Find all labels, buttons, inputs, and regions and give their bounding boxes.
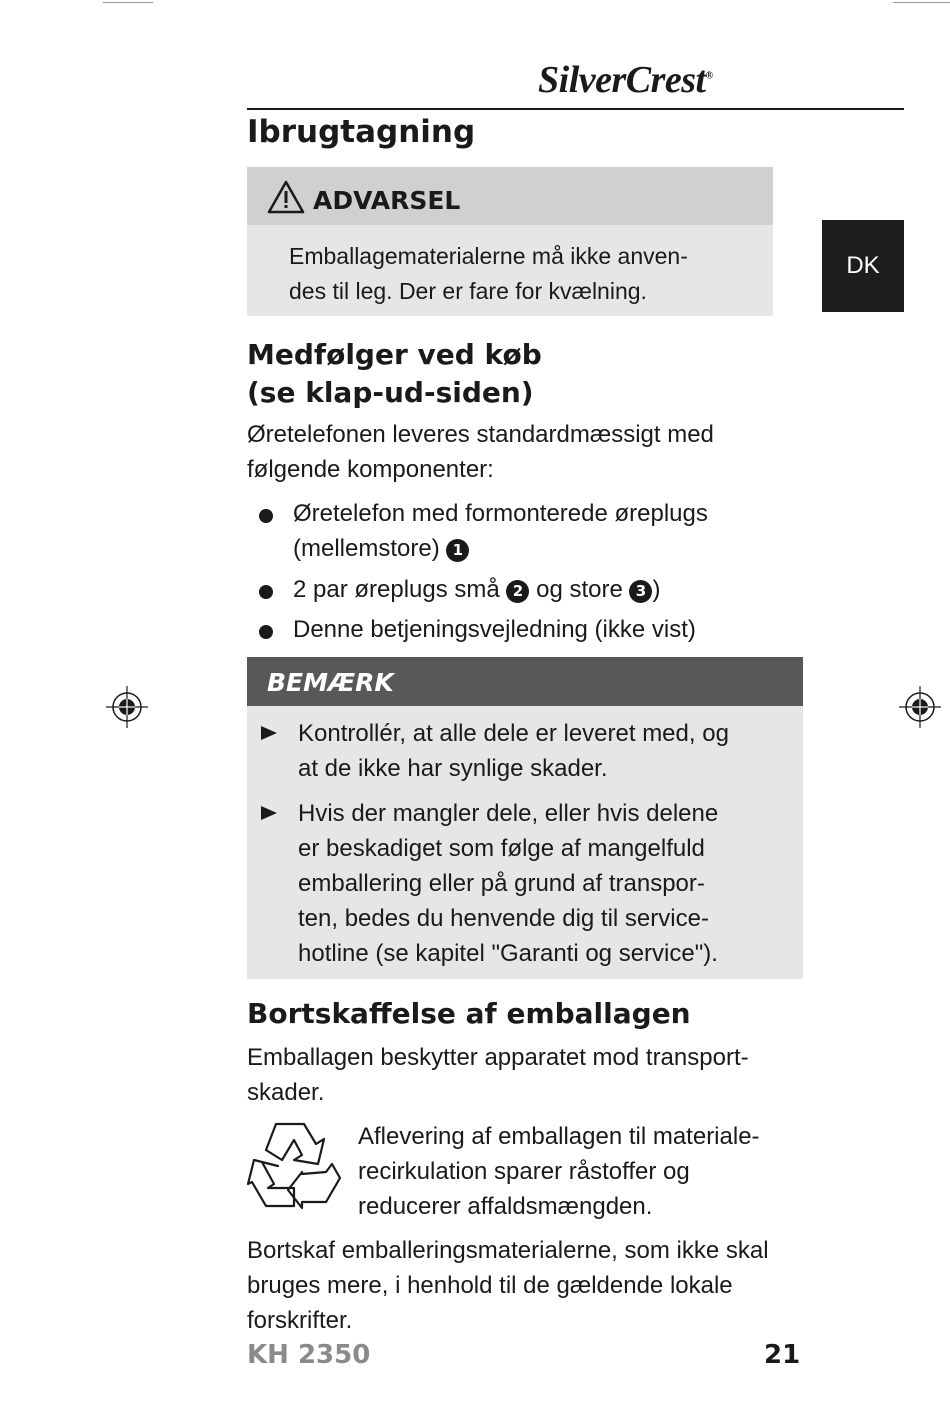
number-badge: 1 — [446, 539, 469, 562]
warning-line: Emballagematerialerne må ikke anven- — [289, 243, 688, 269]
warning-header — [247, 167, 773, 225]
section-title-ibrugtagning: Ibrugtagning — [247, 114, 476, 150]
paragraph-line: bruges mere, i henhold til de gældende lokale — [247, 1272, 733, 1299]
note-box — [247, 657, 803, 979]
registration-mark-right-icon — [899, 686, 941, 728]
section-title-included — [247, 336, 542, 412]
warning-box — [247, 167, 773, 316]
note-line: at de ikke har synlige skader. — [298, 755, 608, 782]
disposal-paragraph-3 — [247, 1233, 807, 1338]
bullet-icon — [259, 625, 273, 639]
arrow-right-icon — [261, 806, 277, 820]
paragraph-line: reducerer affaldsmængden. — [358, 1193, 653, 1220]
title-line: Medfølger ved køb — [247, 338, 542, 371]
note-line: Hvis der mangler dele, eller hvis delene — [298, 800, 719, 827]
bullet-icon — [259, 585, 273, 599]
paragraph-line: recirkulation sparer råstoffer og — [358, 1158, 690, 1185]
page-number: 21 — [764, 1340, 801, 1370]
intro-line: følgende komponenter: — [247, 456, 494, 483]
recycle-icon — [246, 1120, 346, 1212]
arrow-right-icon — [261, 726, 277, 740]
list-item-text: Denne betjeningsvejledning (ikke vist) — [293, 616, 696, 643]
note-header — [247, 657, 803, 706]
title-line: (se klap-ud-siden) — [247, 376, 534, 409]
crop-mark-right — [893, 2, 950, 3]
note-title: BEMÆRK — [267, 668, 394, 697]
paragraph-line: skader. — [247, 1079, 325, 1106]
warning-line: des til leg. Der er fare for kvælning. — [289, 278, 647, 304]
model-number: KH 2350 — [247, 1340, 371, 1370]
included-intro — [247, 417, 777, 487]
brand-logo: SilverCrest® — [538, 59, 713, 101]
section-title-disposal: Bortskaffelse af emballagen — [247, 997, 691, 1030]
note-line: er beskadiget som følge af mangelfuld — [298, 835, 705, 862]
intro-line: Øretelefonen leveres standardmæssigt med — [247, 421, 714, 448]
bullet-icon — [259, 509, 273, 523]
header-rule — [247, 108, 904, 110]
paragraph-line: forskrifter. — [247, 1307, 353, 1334]
note-line: hotline (se kapitel "Garanti og service"). — [298, 940, 718, 967]
note-line: ten, bedes du henvende dig til service- — [298, 905, 709, 932]
paragraph-line: Aflevering af emballagen til materiale- — [358, 1123, 760, 1150]
note-line: emballering eller på grund af transpor- — [298, 870, 705, 897]
warning-title: ADVARSEL — [313, 186, 461, 215]
paragraph-line: Emballagen beskytter apparatet mod transport- — [247, 1044, 749, 1071]
warning-text — [289, 239, 749, 309]
crop-mark-left — [103, 2, 153, 3]
disposal-paragraph-2 — [358, 1119, 808, 1224]
warning-triangle-icon — [267, 180, 305, 214]
list-item-text: (mellemstore) 1 — [293, 531, 793, 566]
registration-mark-left-icon — [106, 686, 148, 728]
disposal-paragraph-1 — [247, 1040, 807, 1110]
number-badge: 2 — [506, 580, 529, 603]
paragraph-line: Bortskaf emballeringsmaterialerne, som ikke skal — [247, 1237, 769, 1264]
number-badge: 3 — [629, 580, 652, 603]
note-line: Kontrollér, at alle dele er leveret med, og — [298, 720, 729, 747]
language-tab: DK — [822, 220, 904, 312]
list-item-text: Øretelefon med formonterede øreplugs — [293, 500, 708, 527]
list-item-text: 2 par øreplugs små 2 og store 3 ) — [293, 576, 661, 603]
